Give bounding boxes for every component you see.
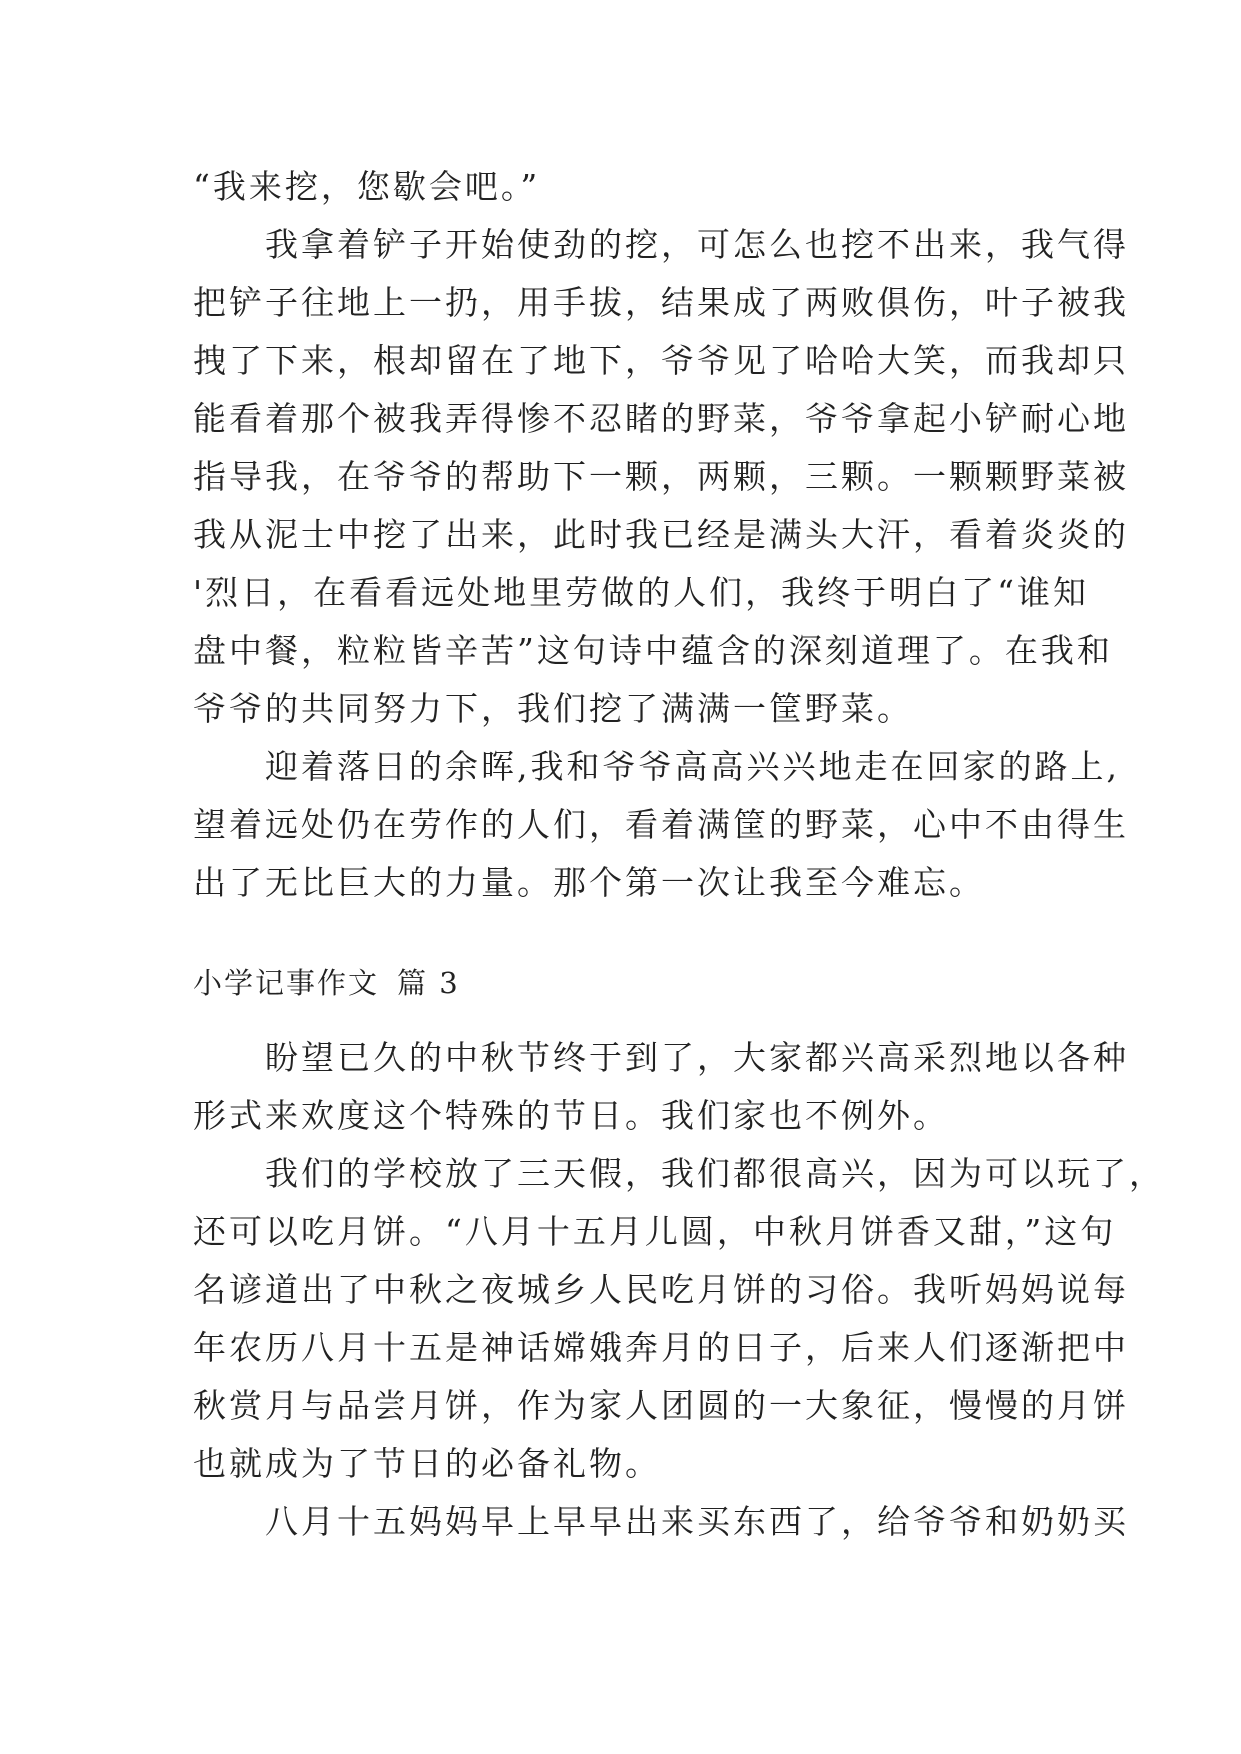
text-line: 还可以吃月饼。“八月十五月儿圆，中秋月饼香又甜，”这句 xyxy=(193,1212,1117,1251)
text-line: 把铲子往地上一扔，用手拔，结果成了两败俱伤，叶子被我 xyxy=(193,283,1129,322)
text-line: 我拿着铲子开始使劲的挖，可怎么也挖不出来，我气得 xyxy=(193,225,1129,264)
text-line: 名谚道出了中秋之夜城乡人民吃月饼的习俗。我听妈妈说每 xyxy=(193,1270,1129,1309)
text-line: 指导我，在爷爷的帮助下一颗，两颗，三颗。一颗颗野菜被 xyxy=(193,457,1129,496)
text-line: 迎着落日的余晖,我和爷爷高高兴兴地走在回家的路上, xyxy=(193,747,1120,786)
text-line: 也就成为了节日的必备礼物。 xyxy=(193,1444,661,1483)
text-line: 出了无比巨大的力量。那个第一次让我至今难忘。 xyxy=(193,863,985,902)
heading-title: 小学记事作文 xyxy=(193,966,380,1000)
text-line: 拽了下来，根却留在了地下，爷爷见了哈哈大笑，而我却只 xyxy=(193,341,1129,380)
story-section-1 xyxy=(193,158,1129,912)
text-line: 盼望已久的中秋节终于到了，大家都兴高采烈地以各种 xyxy=(193,1038,1129,1077)
text-line: 爷爷的共同努力下，我们挖了满满一筐野菜。 xyxy=(193,689,913,728)
text-line: 形式来欢度这个特殊的节日。我们家也不例外。 xyxy=(193,1096,949,1135)
text-line: '烈日，在看看远处地里劳做的人们，我终于明白了“谁知 xyxy=(193,573,1089,612)
text-line: 盘中餐，粒粒皆辛苦”这句诗中蕴含的深刻道理了。在我和 xyxy=(193,631,1113,670)
text-line: 年农历八月十五是神话嫦娥奔月的日子，后来人们逐渐把中 xyxy=(193,1328,1129,1367)
story-section-2 xyxy=(193,1029,1165,1551)
text-line: 秋赏月与品尝月饼，作为家人团圆的一大象征，慢慢的月饼 xyxy=(193,1386,1129,1425)
text-line: “我来挖，您歇会吧。” xyxy=(193,167,541,206)
text-line: 我从泥士中挖了出来，此时我已经是满头大汗，看着炎炎的 xyxy=(193,515,1129,554)
heading-part-number: 篇 3 xyxy=(397,966,460,1000)
text-line: 八月十五妈妈早上早早出来买东西了，给爷爷和奶奶买 xyxy=(193,1502,1129,1541)
text-line: 能看着那个被我弄得惨不忍睹的野菜，爷爷拿起小铲耐心地 xyxy=(193,399,1129,438)
section-heading xyxy=(193,963,460,1003)
text-line: 望着远处仍在劳作的人们，看着满筐的野菜，心中不由得生 xyxy=(193,805,1129,844)
text-line: 我们的学校放了三天假，我们都很高兴，因为可以玩了， xyxy=(193,1154,1165,1193)
